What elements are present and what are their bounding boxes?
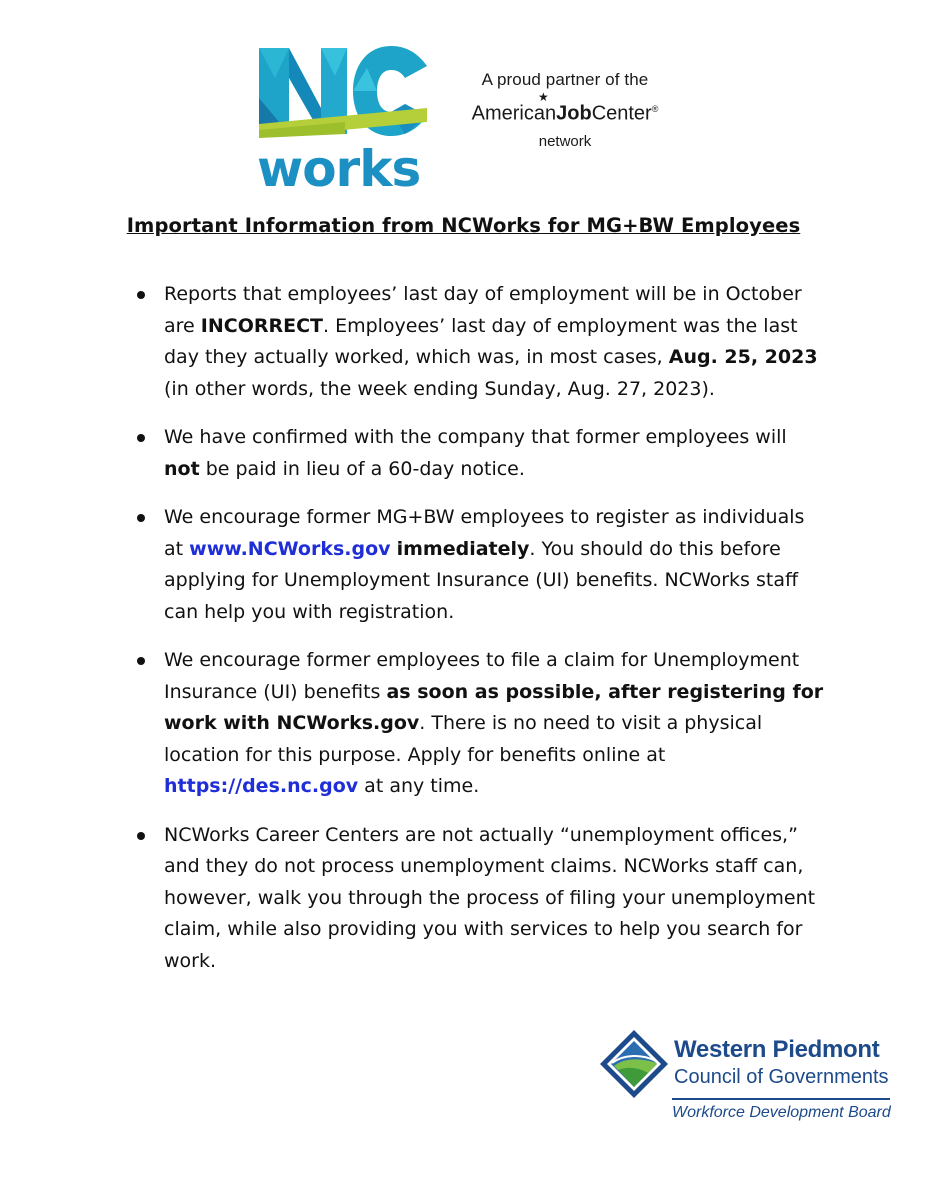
header-logos: [255, 38, 675, 198]
ncworks-link[interactable]: www.NCWorks.gov: [189, 537, 391, 560]
emphasis-asap: as soon as possible, after registering for work with NCWorks.gov: [164, 680, 824, 734]
text-run: NCWorks Career Centers are not actually “unemployment offices,” and they do not process unemployment claims. NCWorks staff can, however, walk you through the process of filing your unemployment claim, while also providing you with services to help you search for work.: [164, 823, 816, 972]
wpcog-logo: [598, 1028, 898, 1128]
text-run: (in other words, the week ending Sunday, Aug. 27, 2023).: [164, 377, 715, 400]
wpcog-name-line2: Council of Governments: [674, 1066, 889, 1088]
list-item: [135, 820, 825, 978]
text-run: . There is no need to visit a physical location for this purpose. Apply for benefits online at: [164, 712, 763, 766]
ajc-word-job: Job: [556, 102, 592, 125]
network-line: network: [538, 132, 592, 150]
text-run: . Employees’ last day of employment was the last day they actually worked, which was, in most cases,: [164, 314, 798, 368]
list-item: [135, 645, 825, 803]
text-run: We encourage former MG+BW employees to register as individuals at: [164, 506, 805, 560]
text-run: We have confirmed with the company that former employees will: [164, 426, 787, 448]
bullet-icon: [137, 832, 145, 840]
svg-text:works: works: [257, 140, 421, 198]
emphasis-immediately: immediately: [396, 537, 530, 560]
american-job-center-partner-badge: [450, 70, 680, 150]
info-bullet-list: [135, 279, 825, 994]
list-item: [135, 279, 825, 405]
emphasis-not: not: [164, 457, 200, 480]
bullet-icon: [137, 514, 145, 522]
bullet-icon: [137, 657, 145, 665]
des-link[interactable]: https://des.nc.gov: [164, 775, 359, 797]
registered-mark: ®: [651, 104, 659, 114]
text-run: Reports that employees’ last day of employment will be in October are: [164, 283, 802, 337]
emphasis-date: Aug. 25, 2023: [668, 346, 818, 368]
ncworks-logo: [255, 38, 435, 198]
divider: [672, 1098, 890, 1100]
text-run: . You should do this before applying for Unemployment Insurance (UI) benefits. NCWorks staff can help you with registration.: [164, 537, 799, 623]
page-title: Important Information from NCWorks for MG+BW Employees: [126, 214, 801, 237]
emphasis-incorrect: INCORRECT: [200, 314, 323, 337]
text-run: We encourage former employees to file a claim for Unemployment Insurance (UI) benefits: [164, 649, 800, 703]
diamond-landscape-icon: [598, 1028, 670, 1100]
ajc-word-american: American: [471, 102, 557, 125]
star-icon: ★: [538, 90, 549, 104]
partner-line: A proud partner of the: [481, 70, 649, 89]
ajc-word-center: Center: [591, 102, 652, 125]
text-run: at any time.: [358, 775, 480, 797]
bullet-icon: [137, 291, 145, 299]
american-job-center-wordmark: [450, 90, 680, 127]
list-item: [135, 422, 825, 485]
list-item: [135, 502, 825, 628]
workforce-board-line: Workforce Development Board: [672, 1104, 891, 1121]
bullet-icon: [137, 434, 145, 442]
text-run: be paid in lieu of a 60-day notice.: [199, 457, 525, 480]
wpcog-name-line1: Western Piedmont: [674, 1036, 880, 1063]
